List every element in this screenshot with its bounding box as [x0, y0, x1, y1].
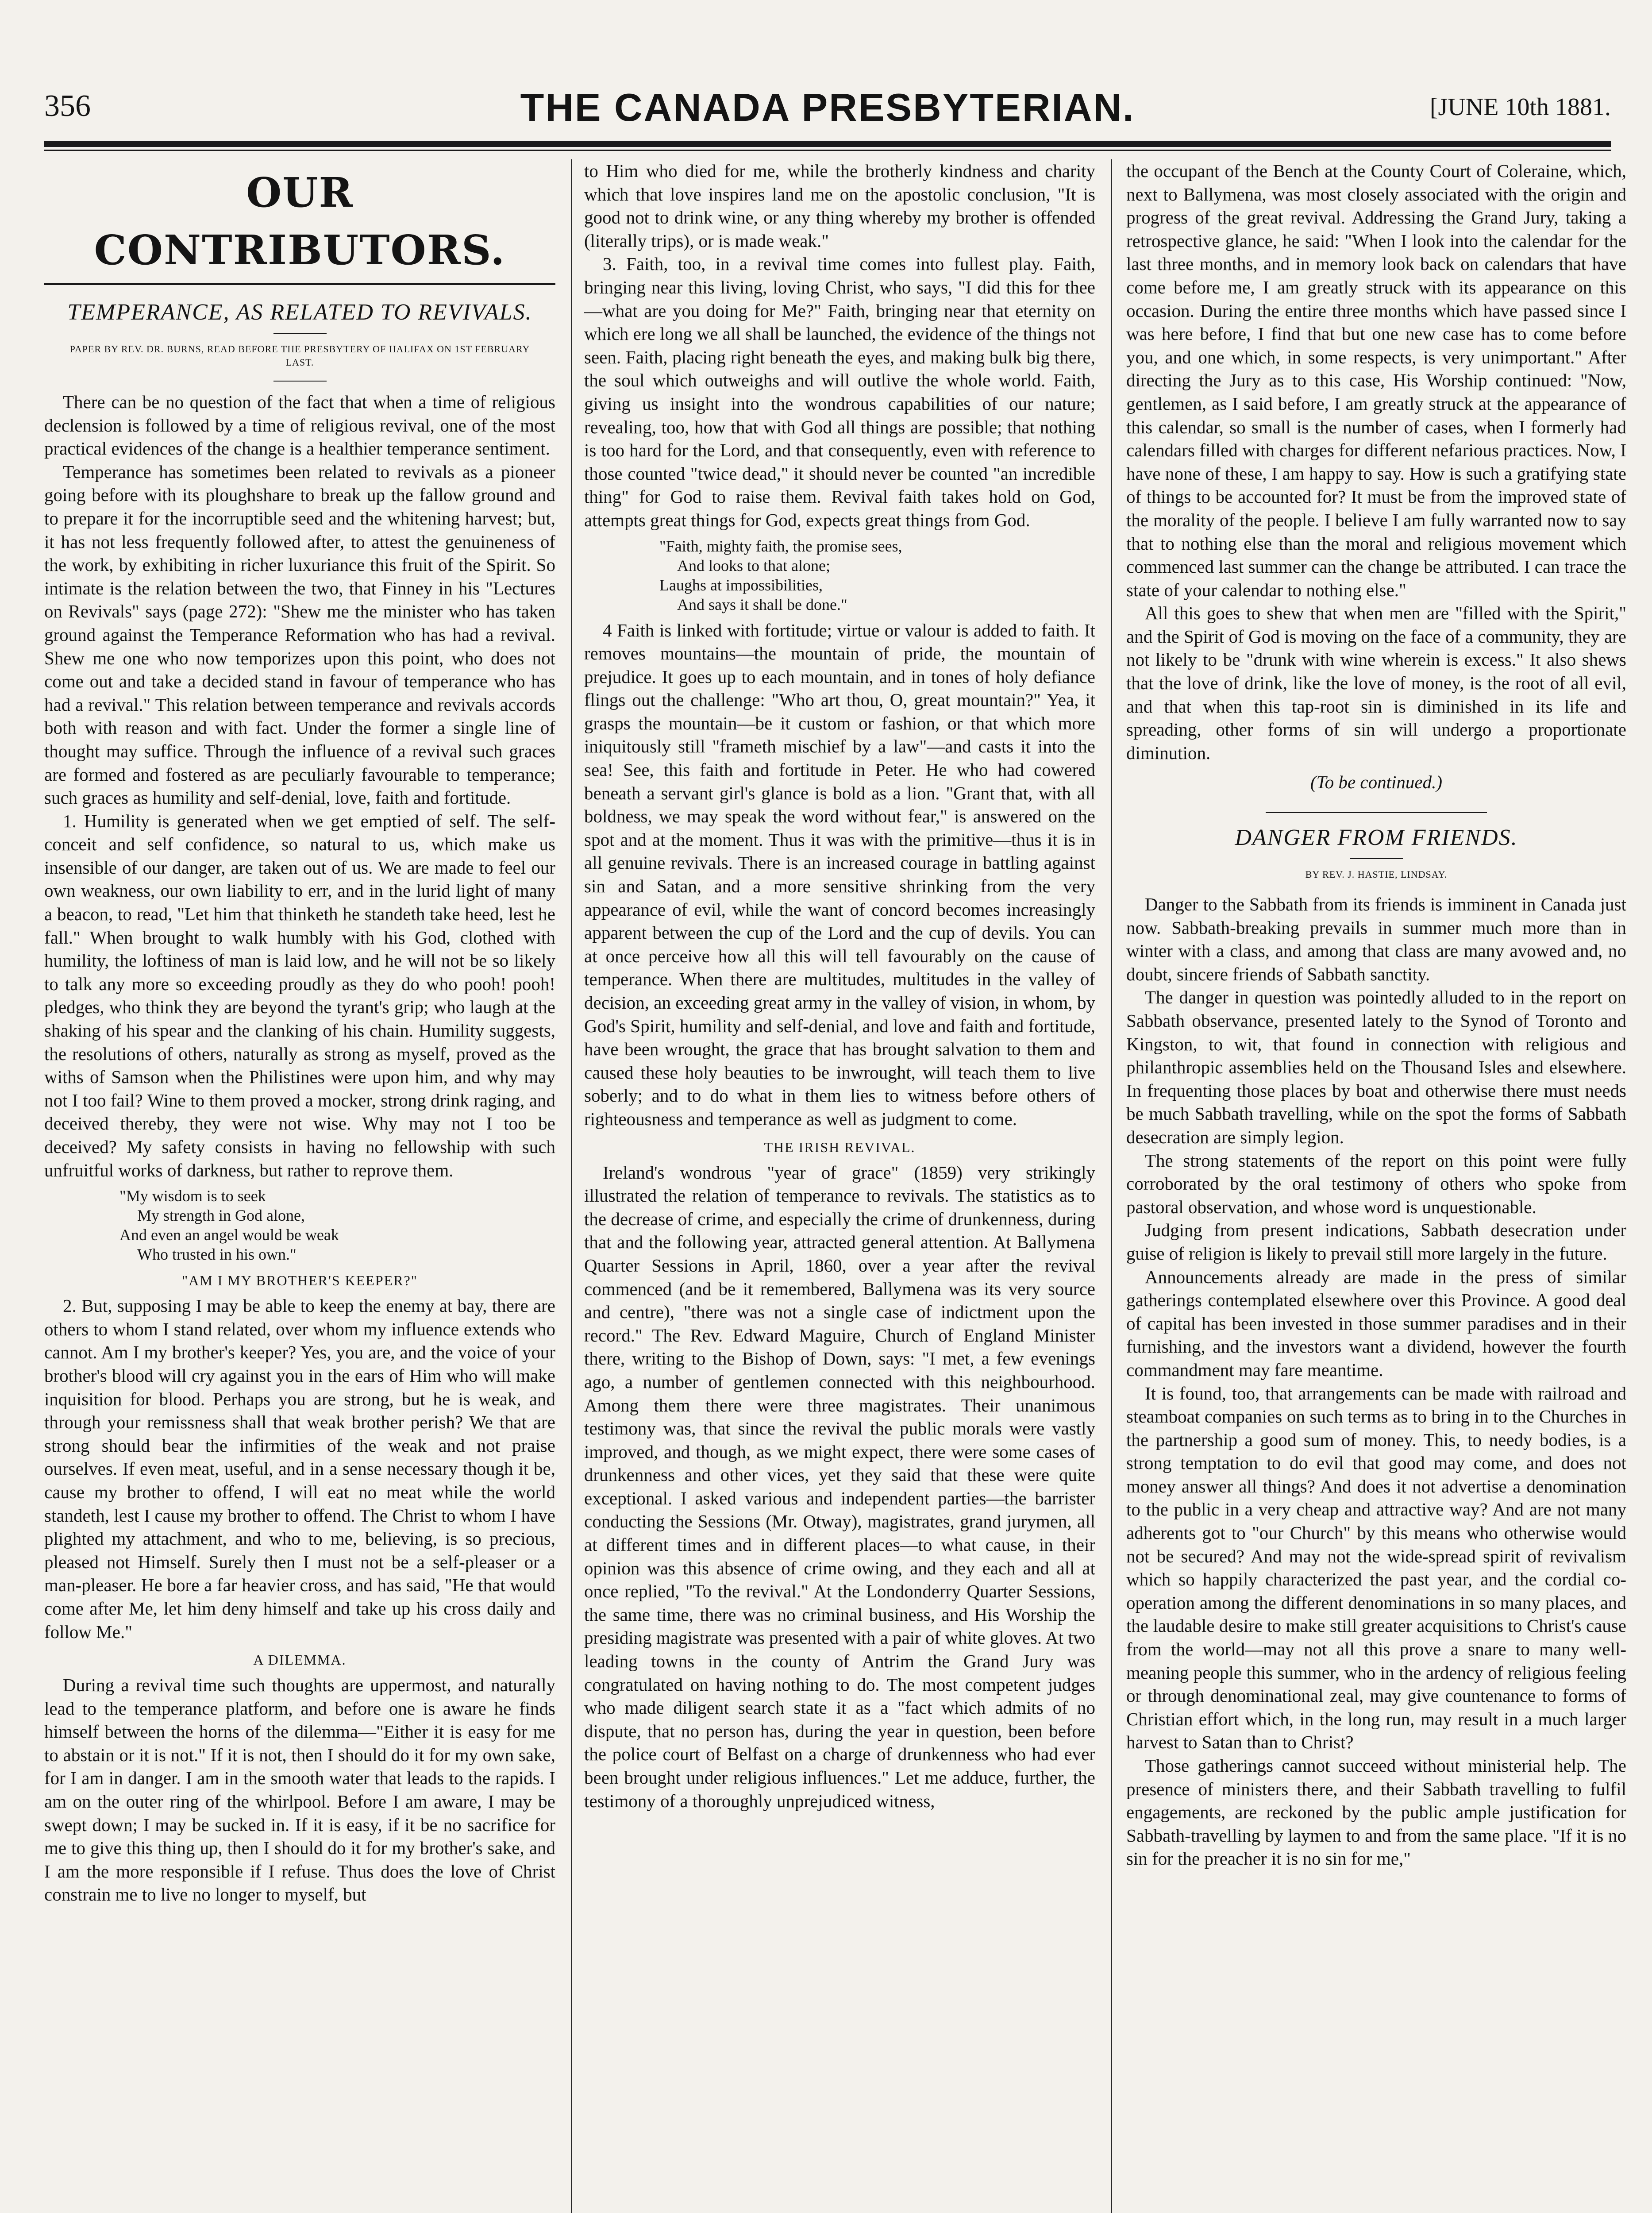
subheading: A DILEMMA.: [253, 1652, 347, 1668]
paragraph: 1. Humility is generated when we get emptied of self. The self-conceit and self confidence, so natural to us, which make us insensible of our danger, are taken out of us. We are made to feel our own weakness, our own liability to err, and in the lurid light of many a beacon, to read, "Let him that thinketh he standeth take heed, lest he fall." When brought to walk humbly with his God, clothed with humility, the loftiness of man is laid low, and he will not be so likely to talk any more so exceeding proudly as they do who pooh! pooh! pledges, who think they are beyond the tyrant's grip; who laugh at the shaking of his spear and the clanking of his chain. Humility suggests, the resolutions of others, naturally as strong as myself, proved as the withs of Samson when the Philistines were upon him, and why may not I too fail? Wine to them proved a mocker, strong drink raging, and deceived thereby, they were not wise. Why may not I too be deceived? My safety consists in having no fellowship with such unfruitful works of darkness, but rather to reprove them.: [44, 810, 555, 1180]
paragraph: 2. But, supposing I may be able to keep the enemy at bay, there are others to whom I stand related, over whom my influence extends who cannot. Am I my brother's keeper? Yes, you are, and the voice of your brother's blood will cry against you in the ears of Him who will make inquisition for blood. Perhaps you are strong, but he is weak, and through your remissness shall that weak brother perish? We that are strong should bear the infirmities of the weak and not praise ourselves. If even meat, useful, and in a sense necessary though it be, cause my brother to offend, I will eat no meat while the world standeth, lest I cause my brother to offend. The Christ to whom I have plighted my attachment, and who to me, believing, is so precious, pleased not Himself. Surely then I must not be a self-pleaser or a man-pleaser. He bore a far heavier cross, and has said, "He that would come after Me, let him deny himself and take up his cross daily and follow Me.": [44, 1295, 555, 1642]
continued-note: (To be continued.): [1310, 772, 1442, 793]
column-1: [44, 159, 555, 2213]
poem-line: Who trusted in his own.": [137, 1245, 297, 1264]
paragraph: to Him who died for me, while the brotherly kindness and charity which that love inspires land me on the apostolic conclusion, "It is good not to drink wine, or any thing whereby my brother is offended (literally trips), or is made weak.": [584, 161, 1095, 251]
paragraph: All this goes to shew that when men are "filled with the Spirit," and the Spirit of God is moving on the face of a community, they are not likely to be "drunk with wine wherein is excess." It also shews that the love of drink, like the love of money, is the root of all evil, and that when this tap-root sin is diminished in its life and spreading, other forms of sin will undergo a proportionate diminution.: [1126, 603, 1626, 763]
poem-line: And even an angel would be weak: [119, 1226, 339, 1244]
paragraph: The danger in question was pointedly alluded to in the report on Sabbath observance, presented lately to the Synod of Toronto and Kingston, to wit, that found in connection with religious and philanthropic assemblies held on the Thousand Isles and elsewhere. In frequenting those places by boat and otherwise there must needs be much Sabbath travelling, while on the spot the forms of Sabbath desecration are simply legion.: [1126, 987, 1626, 1147]
paragraph: the occupant of the Bench at the County Court of Coleraine, which, next to Ballymena, was most closely associated with the origin and progress of the great revival. Addressing the Grand Jury, taking a retrospective glance, he said: "When I look into the calendar for the last three months, and in memory look back on calendars that have come before me, I am greatly struck with its appearance on this occasion. During the entire three months which have passed since I was here before, I find that but one new case has to come before you, and one which, in some respects, is very unimportant." After directing the Jury as to this case, His Worship continued: "Now, gentlemen, as I said before, I am greatly struck at the appearance of this calendar, so small is the number of cases, when I formerly had calendars filled with charges for different nefarious practices. Now, I have none of these, I am happy to say. How is such a gratifying state of things to be accounted for? It must be from the improved state of the morality of the people. I believe I am fully warranted now to say that to nothing else than the moral and religious movement which commenced last summer can the change be attributed. I can trace the state of your calendar to nothing else.": [1126, 161, 1626, 600]
poem-line: And looks to that alone;: [677, 556, 830, 574]
paragraph: Danger to the Sabbath from its friends is imminent in Canada just now. Sabbath-breaking prevails in summer much more than in winter with a class, and among that class are many avowed and, no doubt, sincere friends of Sabbath sanctity.: [1126, 894, 1626, 984]
paragraph: The strong statements of the report on this point were fully corroborated by the oral testimony of others who spoke from pastoral observation, and whose word is unquestionable.: [1126, 1150, 1626, 1217]
paragraph: There can be no question of the fact that when a time of religious declension is followed by a time of religious revival, one of the most practical evidences of the change is a healthier temperance sentiment.: [44, 392, 555, 459]
paragraph: Announcements already are made in the press of similar gatherings contemplated elsewhere over this Province. A good deal of capital has been invested in those summer paradises and in their furnishing, and the investors want a dividend, however the fourth commandment may fare meantime.: [1126, 1266, 1626, 1380]
article-rule: [1266, 812, 1487, 813]
column-divider: [1111, 159, 1112, 2213]
poem-line: My strength in God alone,: [137, 1207, 305, 1225]
subheading: THE IRISH REVIVAL.: [764, 1139, 916, 1155]
paragraph: 3. Faith, too, in a revival time comes into fullest play. Faith, bringing near this living, loving Christ, who says, "I did this for thee—what are you doing for Me?" Faith, bringing near that eternity on which ere long we all shall be launched, the evidence of the things not seen. Faith, placing right beneath the eyes, and making bulk big there, the soul which outweighs and will outlive the whole world. Faith, giving us insight into the wondrous capabilities of our nature; revealing, too, how that with God all things are possible; that nothing is too hard for the Lord, and that consequently, even with reference to those counted "twice dead," it should never be counted "an incredible thing" for God to raise them. Revival faith takes hold on God, attempts great things for God, expects great things from God.: [584, 254, 1095, 530]
masthead-rule-thin: [44, 150, 1611, 151]
publication-title: THE CANADA PRESBYTERIAN.: [520, 85, 1135, 129]
column-2: [584, 159, 1095, 2213]
poem-line: "Faith, mighty faith, the promise sees,: [659, 537, 902, 555]
poem-quote: [584, 536, 1095, 614]
paragraph: Judging from present indications, Sabbath desecration under guise of religion is likely to prevail still more largely in the future.: [1126, 1220, 1626, 1264]
paragraph: 4 Faith is linked with fortitude; virtue or valour is added to faith. It removes mountains—the mountain of pride, the mountain of prejudice. It goes up to each mountain, and in tones of holy defiance flings out the challenge: "Who art thou, O, great mountain?" Yea, it grasps the mountain—be it custom or fashion, or that which more iniquitously still "frameth mischief by a law"—and casts it into the sea! See, this faith and fortitude in Peter. He who had cowered beneath a servant girl's glance is bold as a lion. "Grant that, with all boldness, we may speak the word without fear," is answered on the spot and at the moment. Thus it was with the primitive—thus it is in all genuine revivals. There is an increased courage in battling against sin and Satan, and a more sensitive shrinking from the very appearance of evil, while the want of concord becomes increasingly apparent between the cup of the Lord and the cup of devils. You can at once perceive how all this will tell favourably on the cause of temperance. When there are multitudes, multitudes in the valley of decision, an exceeding great army in the valley of vision, in whom, by God's Spirit, humility and self-denial, and love and faith and fortitude, have been wrought, the grace that has brought salvation to them and caused these holy beauties to be inwrought, will teach them to live soberly; and to do what in them lies to witness before others of righteousness and temperance as well as judgment to come.: [584, 620, 1095, 1129]
paragraph: Temperance has sometimes been related to revivals as a pioneer going before with its ploughshare to break up the fallow ground and to prepare it for the incorruptible seed and the whitening harvest; but, it has not less frequently followed after, to attest the genuineness of the work, by exhibiting in richer luxuriance this fruit of the Spirit. So intimate is the relation between the two, that Finney in his "Lectures on Revivals" says (page 272): "Shew me the minister who has taken ground against the Temperance Reformation who has had a revival. Shew me one who now temporizes upon this point, who does not come out and take a decided stand in favour of temperance who has had a revival." This relation between temperance and revivals accords both with reason and with fact. Under the former a single line of thought may suffice. Through the influence of a revival such graces are formed and fostered as are peculiarly favourable to temperance; such graces as humility and self-denial, love, faith and fortitude.: [44, 461, 555, 808]
column-3: [1126, 159, 1626, 2213]
byline-rule: [273, 333, 327, 334]
page-number: 356: [44, 89, 91, 123]
masthead: [44, 85, 1611, 142]
paragraph: It is found, too, that arrangements can be made with railroad and steamboat companies on such terms as to bring in to the Churches in the partnership a good sum of money. This, to needy bodies, is a strong temptation to do evil that good may come, and does not money answer all things? And does it not advertise a denomination to the public in a very cheap and attractive way? And are not many adherents got to "our Church" by this means who otherwise would not be secured? And may not the wide-spread spirit of revivalism which so happily characterized the past year, and the cordial co-operation among the different denominations in so many places, and the laudable desire to make still greater acquisitions to Christ's cause from the world—may not all this prove a snare to many well-meaning people this summer, who in the ardency of religious feeling or through denominational zeal, may give countenance to forms of Christian effort which, in the long run, may result in a much larger harvest to Satan than to Christ?: [1126, 1383, 1626, 1753]
article-title: DANGER FROM FRIENDS.: [1235, 825, 1518, 851]
paragraph: Those gatherings cannot succeed without ministerial help. The presence of ministers there, and their Sabbath travelling to fulfil engagements, are reckoned by the public ample justification for Sabbath-travelling by laymen to and from the same place. "If it is no sin for the preacher it is no sin for me,": [1126, 1755, 1626, 1869]
article-byline: PAPER BY REV. DR. BURNS, READ BEFORE THE PRESBYTERY OF HALIFAX ON 1ST FEBRUARY LAST.: [69, 343, 530, 368]
byline-rule: [273, 381, 327, 382]
poem-line: "My wisdom is to seek: [119, 1187, 266, 1205]
poem-line: And says it shall be done.": [677, 595, 847, 613]
masthead-rule-thick: [44, 141, 1611, 147]
article-byline: BY REV. J. HASTIE, LINDSAY.: [1305, 869, 1448, 880]
section-heading: OUR CONTRIBUTORS.: [94, 169, 506, 274]
paragraph: During a revival time such thoughts are uppermost, and naturally lead to the temperance platform, and before one is aware he finds himself between the horns of the dilemma—"Either it is easy for me to abstain or it is not." If it is not, then I should do it for my own sake, for I am in danger. I am in the smooth water that leads to the rapids. I am on the outer ring of the whirlpool. Before I am aware, I may be swept down; I may be sucked in. If it is easy, if it be no sacrifice for me to give this thing up, then I should do it for my brother's sake, and I am the more responsible if I refuse. Thus does the love of Christ constrain me to live no longer to myself, but: [44, 1675, 555, 1905]
poem-line: Laughs at impossibilities,: [659, 576, 823, 594]
article-title: TEMPERANCE, AS RELATED TO REVIVALS.: [67, 300, 532, 325]
section-rule: [44, 283, 555, 285]
poem-quote: [44, 1186, 555, 1264]
paragraph: Ireland's wondrous "year of grace" (1859) very strikingly illustrated the relation of temperance to revivals. The statistics as to the decrease of crime, and especially the crime of drunkenness, during that and the following year, attracted general attention. At Ballymena Quarter Sessions in April, 1860, over a year after the revival commenced (and be it remembered, Ballymena was its very source and centre), "there was not a single case of indictment upon the record." The Rev. Edward Maguire, Church of England Minister there, writing to the Bishop of Down, says: "I met, a few evenings ago, a number of gentlemen connected with this neighbourhood. Among them there were three magistrates. Their unanimous testimony was, that since the revival the public morals were vastly improved, and though, as we might expect, there were some cases of drunkenness and other vices, yet they said that these were quite exceptional. I asked various and independent parties—the barrister conducting the Sessions (Mr. Otway), magistrates, grand jurymen, all at different times and in different places—to what cause, in their opinion was this absence of crime owing, and they each and all at once replied, "To the revival." At the Londonderry Quarter Sessions, the same time, there was no criminal business, and His Worship the presiding magistrate was presented with a pair of white gloves. At two leading towns in the county of Antrim the Grand Jury was congratulated on having nothing to do. The most competent judges who made diligent search state it as a "fact which admits of no dispute, that no person has, during the year in question, been before the police court of Belfast on a charge of drunkenness who had ever been brought under religious influences." Let me adduce, further, the testimony of a thoroughly unprejudiced witness,: [584, 1162, 1095, 1811]
byline-rule: [1350, 858, 1403, 859]
issue-date: [JUNE 10th 1881.: [1429, 93, 1611, 121]
subheading: "AM I MY BROTHER'S KEEPER?": [182, 1272, 418, 1289]
column-divider: [571, 159, 572, 2213]
